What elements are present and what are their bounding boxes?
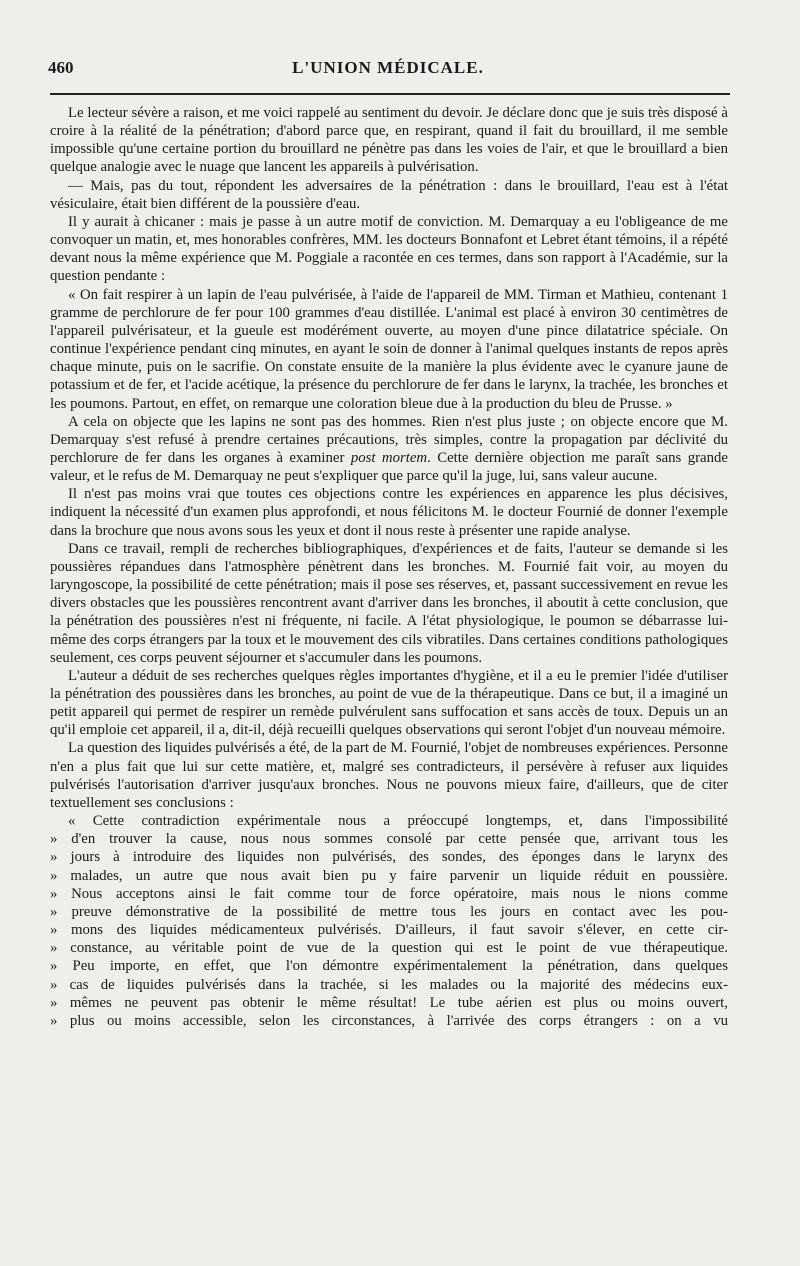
paragraph: Dans ce travail, rempli de recherches bibliographiques, d'expériences et de faits, l'auteur se demande si les poussières répandues dans l'atmosphère pénètrent dans les bronches. M. Fournié fait voir, au moyen du laryngoscope, la possibilité de cette pénétration; mais il pose ses réserves, et, passant successivement en revue les divers obstacles que les poussières rencontrent avant d'arriver dans les bronches, il aboutit à cette conclusion, que la pénétration des poussières n'est ni fréquente, ni facile. A l'état physiologique, le poumon se débarrasse lui-même des corps étrangers par la toux et le mouvement des cils vibratiles. Dans certaines conditions pathologiques seulement, ces corps peuvent séjourner et s'accumuler dans les poumons. xyxy=(50,540,728,666)
quote-line: » plus ou moins accessible, selon les circonstances, à l'arrivée des corps étrangers : on a vu xyxy=(50,1012,728,1029)
page-number: 460 xyxy=(48,58,74,77)
paragraph: Il n'est pas moins vrai que toutes ces objections contre les expériences en apparence les plus décisives, indiquent la nécessité d'un examen plus approfondi, et nous félicitons M. le docteur Fournié de donner l'exemple dans la brochure que nous avons sous les yeux et dont il nous reste à présenter une rapide analyse. xyxy=(50,486,728,539)
quote-line: « Cette contradiction expérimentale nous a préoccupé longtemps, et, dans l'impossibilité xyxy=(68,813,728,830)
quote-line: » malades, un autre que nous avait bien pu y faire parvenir un liquide réduit en poussière. xyxy=(50,867,728,884)
quote-line: » mêmes ne peuvent pas obtenir le même résultat! Le tube aérien est plus ou moins ouvert, xyxy=(50,994,728,1011)
quote-line: » preuve démonstrative de la possibilité de mettre tous les jours en contact avec les pou- xyxy=(50,903,728,920)
quote-line: » d'en trouver la cause, nous nous sommes consolé par cette pensée que, arrivant tous les xyxy=(50,831,728,848)
paragraph: A cela on objecte que les lapins ne sont pas des hommes. Rien n'est plus juste ; on objecte encore que M. Demarquay s'est refusé à prendre certaines précautions, très simples, contre la propagation par déclivité du perchlorure de fer dans les organes à examiner post mortem. Cette dernière objection me paraît sans grande valeur, et le refus de M. Demarquay ne peut s'expliquer que parce qu'il la juge, lui, sans valeur aucune. xyxy=(50,413,728,485)
paragraph: La question des liquides pulvérisés a été, de la part de M. Fournié, l'objet de nombreuses expériences. Personne n'en a plus fait que lui sur cette matière, et, malgré ses contradicteurs, il persévère à refuser aux liquides pulvérisés l'autorisation d'arriver jusqu'aux bronches. Nous ne pouvons mieux faire, d'ailleurs, que de citer textuellement ses conclusions : xyxy=(50,740,728,811)
quote-line: » jours à introduire des liquides non pulvérisés, des sondes, des éponges dans le larynx des xyxy=(50,849,728,866)
page-header xyxy=(48,58,728,84)
running-title: L'UNION MÉDICALE. xyxy=(292,58,484,77)
article-body xyxy=(50,104,728,1030)
quote-line: » constance, au véritable point de vue de la question qui est le point de vue thérapeutique. xyxy=(50,940,728,957)
quoted-paragraph: « On fait respirer à un lapin de l'eau pulvérisée, à l'aide de l'appareil de MM. Tirman et Mathieu, contenant 1 gramme de perchlorure de fer pour 100 grammes d'eau distillée. L'animal est placé à environ 30 centimètres de l'appareil pulvérisateur, et la gueule est modérément ouverte, au moyen d'une pince dilatatrice spéciale. On continue l'expérience pendant cinq minutes, en ayant le soin de donner à l'animal quelques instants de repos après chaque minute, puis on le sacrifie. On constate ensuite de la manière la plus évidente avec le cyanure jaune de potassium et de fer, et l'acide acétique, la présence du perchlorure de fer dans le larynx, la trachée, les bronches et les poumons. Partout, en effet, on remarque une coloration bleue due à la production du bleu de Prusse. » xyxy=(50,286,728,412)
quote-line: » Nous acceptons ainsi le fait comme tour de force opératoire, mais nous le nions comme xyxy=(50,885,728,902)
paragraph: — Mais, pas du tout, répondent les adversaires de la pénétration : dans le brouillard, l'eau est à l'état vésiculaire, était bien différent de la poussière d'eau. xyxy=(50,177,728,212)
paragraph: Le lecteur sévère a raison, et me voici rappelé au sentiment du devoir. Je déclare donc que je suis très disposé à croire à la réalité de la pénétration; d'abord parce que, en respirant, quand il fait du brouillard, il me semble impossible qu'une certaine portion du brouillard ne pénètre pas dans les voies de l'air, et que le brouillard a bien quelque analogie avec le nuage que lancent les appareils à pulvérisation. xyxy=(50,105,728,176)
block-quote xyxy=(50,812,728,1030)
paragraph: Il y aurait à chicaner : mais je passe à un autre motif de conviction. M. Demarquay a eu l'obligeance de me convoquer un matin, et, mes honorables confrères, MM. les docteurs Bonnafont et Lebret étant témoins, il a répété devant nous la même expérience que M. Poggiale a racontée en ces termes, dans son rapport à l'Académie, sur la question pendante : xyxy=(50,213,728,285)
paragraph: L'auteur a déduit de ses recherches quelques règles importantes d'hygiène, et il a eu le premier l'idée d'utiliser la pénétration des poussières dans les bronches, au point de vue de la thérapeutique. Dans ce but, il a imaginé un petit appareil qui permet de respirer un remède pulvérulent sans suffocation et sans accès de toux. Depuis un an qu'il emploie cet appareil, il a, dit-il, déjà recueilli quelques observations qui seront l'objet d'un nouveau mémoire. xyxy=(50,667,728,739)
quote-line: » Peu importe, en effet, que l'on démontre expérimentalement la pénétration, dans quelques xyxy=(50,958,728,975)
quote-line: » cas de liquides pulvérisés dans la trachée, si les malades ou la majorité des médecins eux- xyxy=(50,976,728,993)
quote-line: » mons des liquides médicamenteux pulvérisés. D'ailleurs, il faut savoir s'élever, en cette cir- xyxy=(50,922,728,939)
header-rule xyxy=(50,93,730,95)
italic-phrase: post mortem xyxy=(350,449,428,466)
